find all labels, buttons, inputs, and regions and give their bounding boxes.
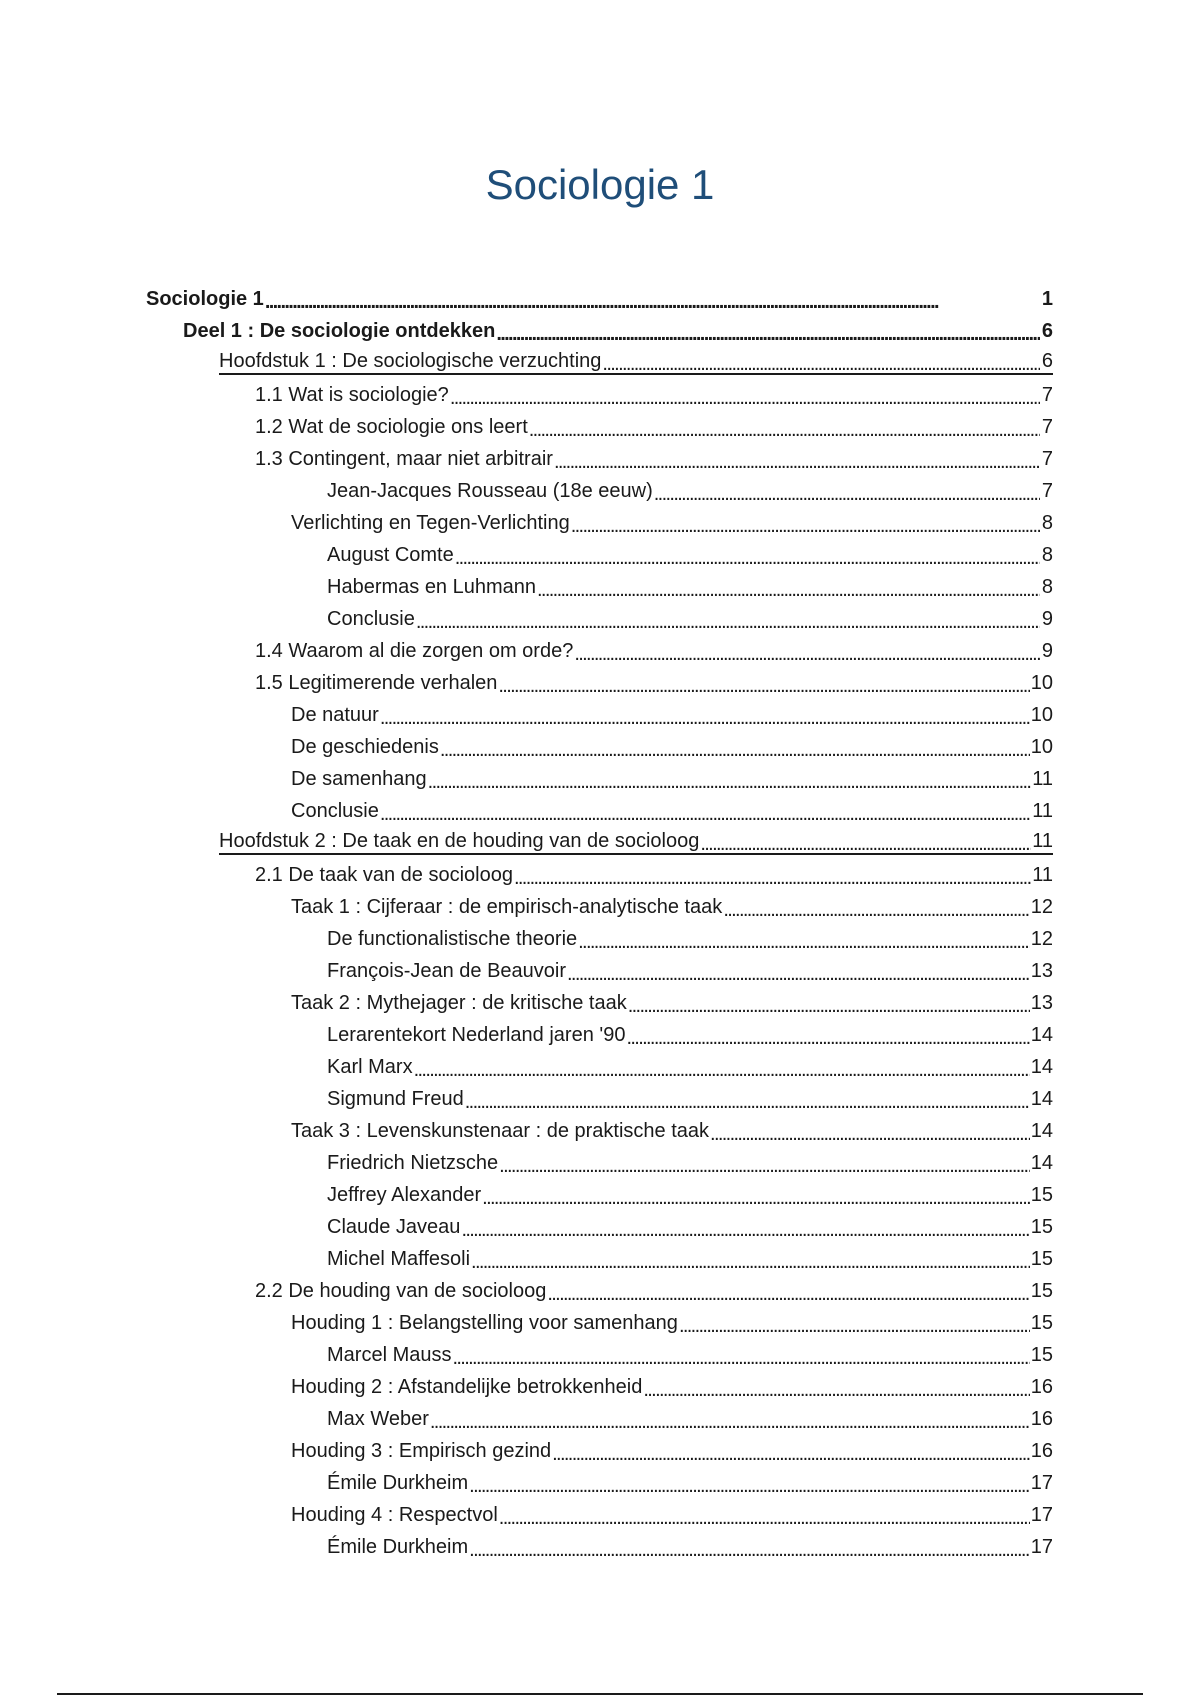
toc-entry-link[interactable] [291, 767, 1053, 791]
toc-entry-title: August Comte [327, 544, 454, 566]
toc-entry-link[interactable] [327, 1535, 1053, 1559]
toc-page-number: 11 [1032, 864, 1053, 886]
toc-page-number: 9 [1041, 608, 1053, 630]
toc-entry-title: Houding 3 : Empirisch gezind [291, 1440, 552, 1462]
toc-entry[interactable] [0, 699, 1200, 731]
toc-dot-leader [537, 579, 1040, 599]
toc-dot-leader [430, 1411, 1030, 1431]
toc-page-number: 11 [1032, 800, 1053, 822]
toc-entry-link[interactable] [327, 1023, 1053, 1047]
toc-entry-title: Taak 2 : Mythejager : de kritische taak [291, 992, 627, 1014]
toc-entry[interactable] [0, 667, 1200, 699]
toc-dot-leader [496, 323, 1040, 343]
toc-entry-title: Claude Javeau [327, 1216, 461, 1238]
toc-dot-leader [416, 611, 1040, 631]
toc-dot-leader [574, 643, 1040, 663]
toc-dot-leader [440, 739, 1030, 759]
toc-dot-leader [414, 1059, 1030, 1079]
toc-page-number: 8 [1041, 512, 1053, 534]
toc-page-number: 6 [1041, 320, 1053, 342]
toc-dot-leader [643, 1379, 1029, 1399]
toc-entry-title: 2.2 De houding van de socioloog [255, 1280, 547, 1302]
toc-entry-title: Deel 1 : De sociologie ontdekken [183, 320, 496, 342]
toc-entry-title: Max Weber [327, 1408, 429, 1430]
toc-dot-leader [380, 707, 1030, 727]
toc-entry-link[interactable] [327, 1215, 1053, 1239]
toc-entry-link[interactable] [327, 1407, 1053, 1431]
toc-dot-leader [469, 1539, 1030, 1559]
toc-entry[interactable] [0, 347, 1200, 379]
toc-entry-title: 1.2 Wat de sociologie ons leert [255, 416, 528, 438]
toc-dot-leader [498, 675, 1029, 695]
toc-entry-title: Habermas en Luhmann [327, 576, 537, 598]
toc-entry[interactable] [0, 1435, 1200, 1467]
toc-entry-link[interactable] [327, 1247, 1053, 1271]
toc-dot-leader [380, 803, 1031, 823]
toc-entry[interactable] [0, 1307, 1200, 1339]
toc-page-number: 11 [1032, 830, 1053, 852]
toc-entry-title: Sociologie 1 [146, 288, 264, 310]
toc-entry[interactable] [0, 1467, 1200, 1499]
toc-dot-leader [602, 353, 1040, 373]
toc-entry-title: Émile Durkheim [327, 1472, 469, 1494]
toc-page-number: 6 [1041, 350, 1053, 372]
toc-entry[interactable] [0, 923, 1200, 955]
toc-entry-link[interactable] [327, 1151, 1053, 1175]
toc-page-number: 15 [1030, 1344, 1053, 1366]
toc-entry[interactable] [0, 1499, 1200, 1531]
toc-entry-link[interactable] [291, 799, 1053, 823]
toc-entry-link[interactable] [183, 319, 1053, 343]
toc-dot-leader [499, 1507, 1030, 1527]
toc-entry-link[interactable] [255, 415, 1053, 439]
toc-entry-link[interactable] [327, 1087, 1053, 1111]
toc-entry-link[interactable] [291, 1439, 1053, 1463]
toc-dot-leader [482, 1187, 1030, 1207]
toc-entry-title: De geschiedenis [291, 736, 439, 758]
toc-entry[interactable] [0, 1339, 1200, 1371]
toc-page-number: 8 [1041, 544, 1053, 566]
toc-entry[interactable] [0, 539, 1200, 571]
toc-page-number: 7 [1041, 480, 1053, 502]
toc-entry-title: De natuur [291, 704, 379, 726]
toc-page-number: 14 [1030, 1056, 1053, 1078]
toc-entry[interactable] [0, 763, 1200, 795]
toc-entry[interactable] [0, 987, 1200, 1019]
toc-entry-title: Michel Maffesoli [327, 1248, 471, 1270]
toc-entry-title: 1.3 Contingent, maar niet arbitrair [255, 448, 553, 470]
toc-dot-leader [529, 419, 1040, 439]
toc-entry-title: Sigmund Freud [327, 1088, 464, 1110]
toc-entry[interactable] [0, 859, 1200, 891]
toc-entry[interactable] [0, 1275, 1200, 1307]
toc-entry-title: Hoofdstuk 2 : De taak en de houding van de socioloog [219, 830, 700, 852]
toc-entry[interactable] [0, 283, 1200, 315]
toc-entry-link[interactable] [327, 543, 1053, 567]
toc-entry-link[interactable] [291, 703, 1053, 727]
toc-dot-leader [679, 1315, 1030, 1335]
toc-entry-title: Houding 2 : Afstandelijke betrokkenheid [291, 1376, 643, 1398]
toc-entry-title: 1.1 Wat is sociologie? [255, 384, 449, 406]
toc-entry[interactable] [0, 1083, 1200, 1115]
toc-entry-link[interactable] [219, 829, 1053, 855]
toc-entry[interactable] [0, 315, 1200, 347]
toc-entry-title: 2.1 De taak van de socioloog [255, 864, 513, 886]
toc-page-number: 14 [1030, 1024, 1053, 1046]
toc-entry-link[interactable] [255, 639, 1053, 663]
toc-entry-title: François-Jean de Beauvoir [327, 960, 567, 982]
toc-entry-link[interactable] [291, 735, 1053, 759]
toc-dot-leader [554, 451, 1040, 471]
toc-page-number: 15 [1030, 1312, 1053, 1334]
toc-dot-leader [578, 931, 1030, 951]
toc-dot-leader [265, 291, 1040, 311]
toc-page-number: 16 [1030, 1440, 1053, 1462]
toc-entry-title: Hoofdstuk 1 : De sociologische verzuchting [219, 350, 602, 372]
toc-entry[interactable] [0, 475, 1200, 507]
toc-entry[interactable] [0, 1051, 1200, 1083]
toc-entry-title: Houding 4 : Respectvol [291, 1504, 498, 1526]
toc-page-number: 15 [1030, 1216, 1053, 1238]
toc-entry-title: Friedrich Nietzsche [327, 1152, 499, 1174]
toc-entry-title: De functionalistische theorie [327, 928, 578, 950]
toc-entry-link[interactable] [327, 959, 1053, 983]
toc-entry-title: Taak 3 : Levenskunstenaar : de praktische taak [291, 1120, 710, 1142]
toc-entry[interactable] [0, 1147, 1200, 1179]
toc-entry-link[interactable] [291, 1375, 1053, 1399]
toc-entry[interactable] [0, 443, 1200, 475]
toc-dot-leader [723, 899, 1029, 919]
toc-entry-link[interactable] [291, 1503, 1053, 1527]
toc-dot-leader [654, 483, 1040, 503]
toc-entry-link[interactable] [327, 1055, 1053, 1079]
toc-page-number: 11 [1032, 768, 1053, 790]
toc-entry-link[interactable] [327, 1343, 1053, 1367]
toc-page-number: 15 [1030, 1280, 1053, 1302]
toc-dot-leader [710, 1123, 1030, 1143]
toc-page-number: 17 [1030, 1472, 1053, 1494]
toc-entry-title: De samenhang [291, 768, 427, 790]
toc-page-number: 15 [1030, 1184, 1053, 1206]
toc-entry[interactable] [0, 379, 1200, 411]
footer-divider [57, 1693, 1143, 1695]
toc-entry-link[interactable] [291, 1119, 1053, 1143]
toc-page-number: 7 [1041, 384, 1053, 406]
toc-entry[interactable] [0, 1531, 1200, 1563]
toc-dot-leader [455, 547, 1040, 567]
toc-page-number: 12 [1030, 928, 1053, 950]
toc-dot-leader [567, 963, 1030, 983]
toc-entry-link[interactable] [255, 671, 1053, 695]
toc-entry-link[interactable] [327, 1471, 1053, 1495]
toc-page-number: 10 [1030, 704, 1053, 726]
toc-dot-leader [700, 833, 1031, 853]
toc-entry-title: Verlichting en Tegen-Verlichting [291, 512, 570, 534]
toc-page-number: 14 [1030, 1088, 1053, 1110]
toc-page-number: 9 [1041, 640, 1053, 662]
toc-page-number: 8 [1041, 576, 1053, 598]
toc-page-number: 10 [1030, 736, 1053, 758]
toc-entry-link[interactable] [291, 1311, 1053, 1335]
toc-page-number: 15 [1030, 1248, 1053, 1270]
toc-page-number: 10 [1030, 672, 1053, 694]
toc-dot-leader [571, 515, 1040, 535]
toc-dot-leader [628, 995, 1030, 1015]
toc-dot-leader [428, 771, 1032, 791]
toc-entry-link[interactable] [327, 575, 1053, 599]
toc-dot-leader [626, 1027, 1029, 1047]
toc-entry[interactable] [0, 1403, 1200, 1435]
toc-page-number: 7 [1041, 416, 1053, 438]
toc-entry-link[interactable] [291, 511, 1053, 535]
toc-entry-title: 1.5 Legitimerende verhalen [255, 672, 498, 694]
toc-entry-link[interactable] [327, 607, 1053, 631]
toc-entry-title: Jeffrey Alexander [327, 1184, 482, 1206]
toc-page-number: 14 [1030, 1120, 1053, 1142]
toc-entry-link[interactable] [255, 383, 1053, 407]
toc-dot-leader [469, 1475, 1030, 1495]
toc-entry[interactable] [0, 411, 1200, 443]
toc-page-number: 7 [1041, 448, 1053, 470]
toc-entry[interactable] [0, 1115, 1200, 1147]
toc-dot-leader [499, 1155, 1030, 1175]
toc-dot-leader [552, 1443, 1030, 1463]
toc-entry-title: Conclusie [291, 800, 379, 822]
toc-page-number: 13 [1030, 960, 1053, 982]
toc-entry[interactable] [0, 603, 1200, 635]
toc-page-number: 1 [1041, 288, 1053, 310]
toc-entry-title: Houding 1 : Belangstelling voor samenhang [291, 1312, 678, 1334]
toc-entry-link[interactable] [255, 447, 1053, 471]
toc-entry[interactable] [0, 571, 1200, 603]
table-of-contents [0, 283, 1200, 1563]
toc-page-number: 16 [1030, 1376, 1053, 1398]
toc-dot-leader [465, 1091, 1030, 1111]
toc-entry[interactable] [0, 1019, 1200, 1051]
toc-entry-title: Karl Marx [327, 1056, 413, 1078]
toc-dot-leader [547, 1283, 1029, 1303]
toc-entry-link[interactable] [327, 479, 1053, 503]
toc-page-number: 17 [1030, 1504, 1053, 1526]
toc-entry-title: Émile Durkheim [327, 1536, 469, 1558]
toc-entry[interactable] [0, 507, 1200, 539]
toc-entry-title: Lerarentekort Nederland jaren '90 [327, 1024, 626, 1046]
toc-entry[interactable] [0, 955, 1200, 987]
toc-entry-title: Marcel Mauss [327, 1344, 452, 1366]
toc-entry-link[interactable] [327, 927, 1053, 951]
toc-dot-leader [514, 867, 1031, 887]
toc-entry-title: 1.4 Waarom al die zorgen om orde? [255, 640, 574, 662]
toc-entry-link[interactable] [255, 863, 1053, 887]
toc-dot-leader [452, 1347, 1029, 1367]
toc-entry[interactable] [0, 1179, 1200, 1211]
toc-page-number: 13 [1030, 992, 1053, 1014]
toc-entry[interactable] [0, 1211, 1200, 1243]
toc-entry-link[interactable] [219, 349, 1053, 375]
toc-entry-link[interactable] [291, 991, 1053, 1015]
toc-entry-title: Taak 1 : Cijferaar : de empirisch-analytische taak [291, 896, 723, 918]
toc-entry[interactable] [0, 635, 1200, 667]
toc-entry-link[interactable] [255, 1279, 1053, 1303]
toc-page-number: 12 [1030, 896, 1053, 918]
toc-entry-link[interactable] [327, 1183, 1053, 1207]
toc-entry[interactable] [0, 1243, 1200, 1275]
toc-entry-link[interactable] [146, 287, 1053, 311]
toc-entry[interactable] [0, 891, 1200, 923]
toc-page-number: 16 [1030, 1408, 1053, 1430]
toc-entry-title: Jean-Jacques Rousseau (18e eeuw) [327, 480, 653, 502]
toc-entry[interactable] [0, 1371, 1200, 1403]
toc-page-number: 14 [1030, 1152, 1053, 1174]
toc-entry-link[interactable] [291, 895, 1053, 919]
toc-entry[interactable] [0, 795, 1200, 827]
toc-entry[interactable] [0, 827, 1200, 859]
toc-page-number: 17 [1030, 1536, 1053, 1558]
page-title: Sociologie 1 [485, 161, 715, 208]
toc-dot-leader [461, 1219, 1029, 1239]
toc-entry[interactable] [0, 731, 1200, 763]
toc-dot-leader [450, 387, 1040, 407]
toc-dot-leader [471, 1251, 1030, 1271]
toc-entry-title: Conclusie [327, 608, 415, 630]
